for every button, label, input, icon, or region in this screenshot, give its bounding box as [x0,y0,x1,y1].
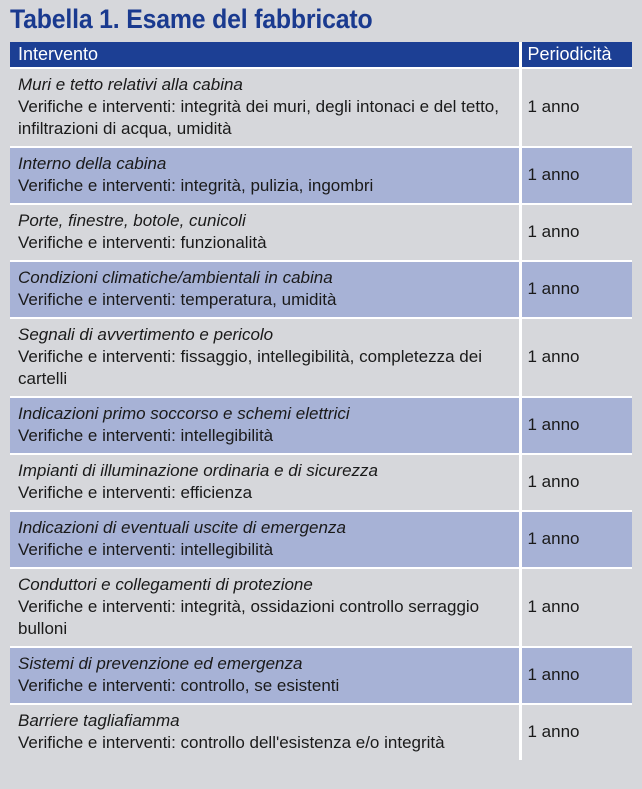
intervento-cell [10,68,520,147]
table-row [10,68,632,147]
header-periodicita: Periodicità [520,42,632,68]
periodicita-cell: 1 anno [520,397,632,454]
intervento-desc: Verifiche e interventi: integrità, pulizia, ingombri [18,176,374,195]
table-title: Tabella 1. Esame del fabbricato [10,4,373,34]
intervento-desc: Verifiche e interventi: temperatura, umidità [18,290,337,309]
periodicita-cell: 1 anno [520,568,632,647]
periodicita-cell: 1 anno [520,647,632,704]
intervento-desc: Verifiche e interventi: integrità dei muri, degli intonaci e del tetto, infiltrazioni di acqua, umidità [18,97,499,138]
table-row [10,454,632,511]
table-row [10,147,632,204]
intervento-desc: Verifiche e interventi: intellegibilità [18,426,274,445]
intervento-name: Porte, finestre, botole, cunicoli [18,211,246,230]
intervento-name: Segnali di avvertimento e pericolo [18,325,274,344]
intervento-cell [10,147,520,204]
table-row [10,647,632,704]
intervento-name: Indicazioni di eventuali uscite di emergenza [18,518,346,537]
intervento-cell [10,647,520,704]
table-row [10,568,632,647]
intervento-name: Condizioni climatiche/ambientali in cabina [18,268,333,287]
periodicita-cell: 1 anno [520,511,632,568]
inspection-table [10,42,632,760]
table-row [10,511,632,568]
periodicita-cell: 1 anno [520,204,632,261]
periodicita-cell: 1 anno [520,68,632,147]
table-row [10,318,632,397]
intervento-name: Conduttori e collegamenti di protezione [18,575,313,594]
intervento-desc: Verifiche e interventi: controllo, se esistenti [18,676,340,695]
intervento-desc: Verifiche e interventi: controllo dell'esistenza e/o integrità [18,733,445,752]
periodicita-cell: 1 anno [520,261,632,318]
table-row [10,204,632,261]
intervento-cell [10,454,520,511]
periodicita-cell: 1 anno [520,704,632,760]
table-row [10,704,632,760]
intervento-desc: Verifiche e interventi: integrità, ossidazioni controllo serraggio bulloni [18,597,480,638]
intervento-name: Interno della cabina [18,154,167,173]
intervento-cell [10,261,520,318]
table-header-row [10,42,632,68]
table-row [10,261,632,318]
intervento-name: Indicazioni primo soccorso e schemi elettrici [18,404,350,423]
intervento-cell [10,397,520,454]
intervento-desc: Verifiche e interventi: efficienza [18,483,253,502]
intervento-desc: Verifiche e interventi: fissaggio, intellegibilità, completezza dei cartelli [18,347,482,388]
intervento-name: Impianti di illuminazione ordinaria e di sicurezza [18,461,379,480]
intervento-cell [10,568,520,647]
intervento-name: Barriere tagliafiamma [18,711,180,730]
periodicita-cell: 1 anno [520,147,632,204]
intervento-cell [10,318,520,397]
intervento-desc: Verifiche e interventi: funzionalità [18,233,267,252]
table-row [10,397,632,454]
periodicita-cell: 1 anno [520,318,632,397]
intervento-cell [10,511,520,568]
header-intervento: Intervento [10,42,520,68]
intervento-desc: Verifiche e interventi: intellegibilità [18,540,274,559]
intervento-name: Sistemi di prevenzione ed emergenza [18,654,303,673]
intervento-cell [10,204,520,261]
intervento-cell [10,704,520,760]
intervento-name: Muri e tetto relativi alla cabina [18,75,243,94]
periodicita-cell: 1 anno [520,454,632,511]
